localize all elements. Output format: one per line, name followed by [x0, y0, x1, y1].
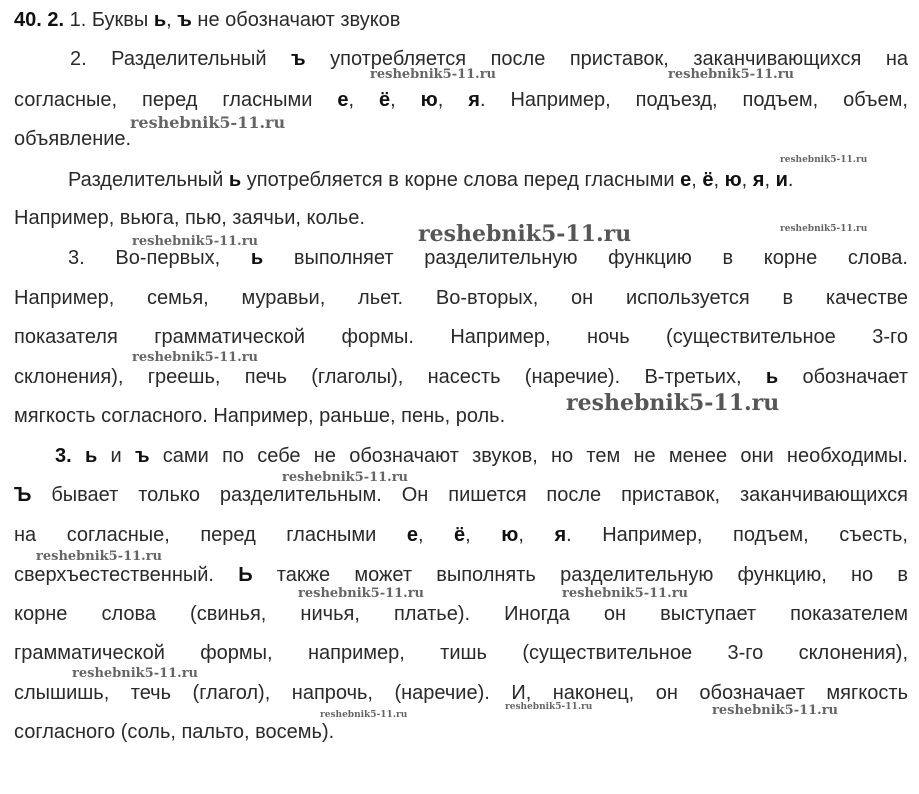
text-line: грамматической формы, например, тишь (существительное 3-го склонения),: [14, 642, 908, 664]
watermark: reshebnik5-11.ru: [712, 703, 839, 718]
text-line: Разделительный ь употребляется в корне слова перед гласными е, ё, ю, я, и.: [68, 169, 794, 191]
text-line: Например, семья, муравьи, льет. Во-вторых, он используется в качестве: [14, 287, 908, 309]
text-line: сверхъестественный. Ь также может выполнять разделительную функцию, но в: [14, 564, 908, 586]
text-line: корне слова (свинья, ничья, платье). Иногда он выступает показателем: [14, 603, 908, 625]
watermark: reshebnik5-11.ru: [780, 224, 868, 234]
watermark: reshebnik5-11.ru: [566, 390, 780, 416]
text-line: 3. Во-первых, ь выполняет разделительную функцию в корне слова.: [68, 247, 908, 269]
watermark: reshebnik5-11.ru: [282, 470, 409, 485]
text-line: объявление.: [14, 128, 132, 150]
text-line: слышишь, течь (глагол), напрочь, (наречие). И, наконец, он обозначает мягкость: [14, 682, 908, 704]
watermark: reshebnik5-11.ru: [418, 221, 632, 247]
watermark: reshebnik5-11.ru: [780, 155, 868, 165]
watermark: reshebnik5-11.ru: [505, 702, 593, 712]
text-line: показателя грамматической формы. Например, ночь (существительное 3-го: [14, 326, 908, 348]
watermark: reshebnik5-11.ru: [130, 113, 286, 132]
watermark: reshebnik5-11.ru: [132, 350, 259, 365]
header-line: 40. 2. 1. Буквы ь, ъ не обозначают звуков: [14, 9, 401, 31]
text-line: согласные, перед гласными е, ё, ю, я. Например, подъезд, подъем, объем,: [14, 89, 908, 111]
exercise-number: 40. 2.: [14, 9, 65, 31]
text-line: 3. ь и ъ сами по себе не обозначают звуков, но тем не менее они необходимы.: [55, 445, 908, 467]
watermark: reshebnik5-11.ru: [36, 549, 163, 564]
watermark: reshebnik5-11.ru: [668, 67, 795, 82]
text-line: мягкость согласного. Например, раньше, пень, роль.: [14, 405, 506, 427]
text-line: на согласные, перед гласными е, ё, ю, я. Например, подъем, съесть,: [14, 524, 908, 546]
text-line: склонения), греешь, печь (глаголы), насесть (наречие). В-третьих, ь обозначает: [14, 366, 908, 388]
watermark: reshebnik5-11.ru: [132, 234, 259, 249]
watermark: reshebnik5-11.ru: [370, 67, 497, 82]
text-line: Например, вьюга, пью, заячьи, колье.: [14, 207, 365, 229]
text-line: согласного (соль, пальто, восемь).: [14, 721, 335, 743]
watermark: reshebnik5-11.ru: [72, 666, 199, 681]
watermark: reshebnik5-11.ru: [298, 586, 425, 601]
watermark: reshebnik5-11.ru: [562, 586, 689, 601]
watermark: reshebnik5-11.ru: [320, 710, 408, 720]
text-line: 2. Разделительный ъ употребляется после приставок, заканчивающихся на: [70, 48, 908, 70]
text-line: Ъ бывает только разделительным. Он пишется после приставок, заканчивающихся: [14, 484, 908, 506]
